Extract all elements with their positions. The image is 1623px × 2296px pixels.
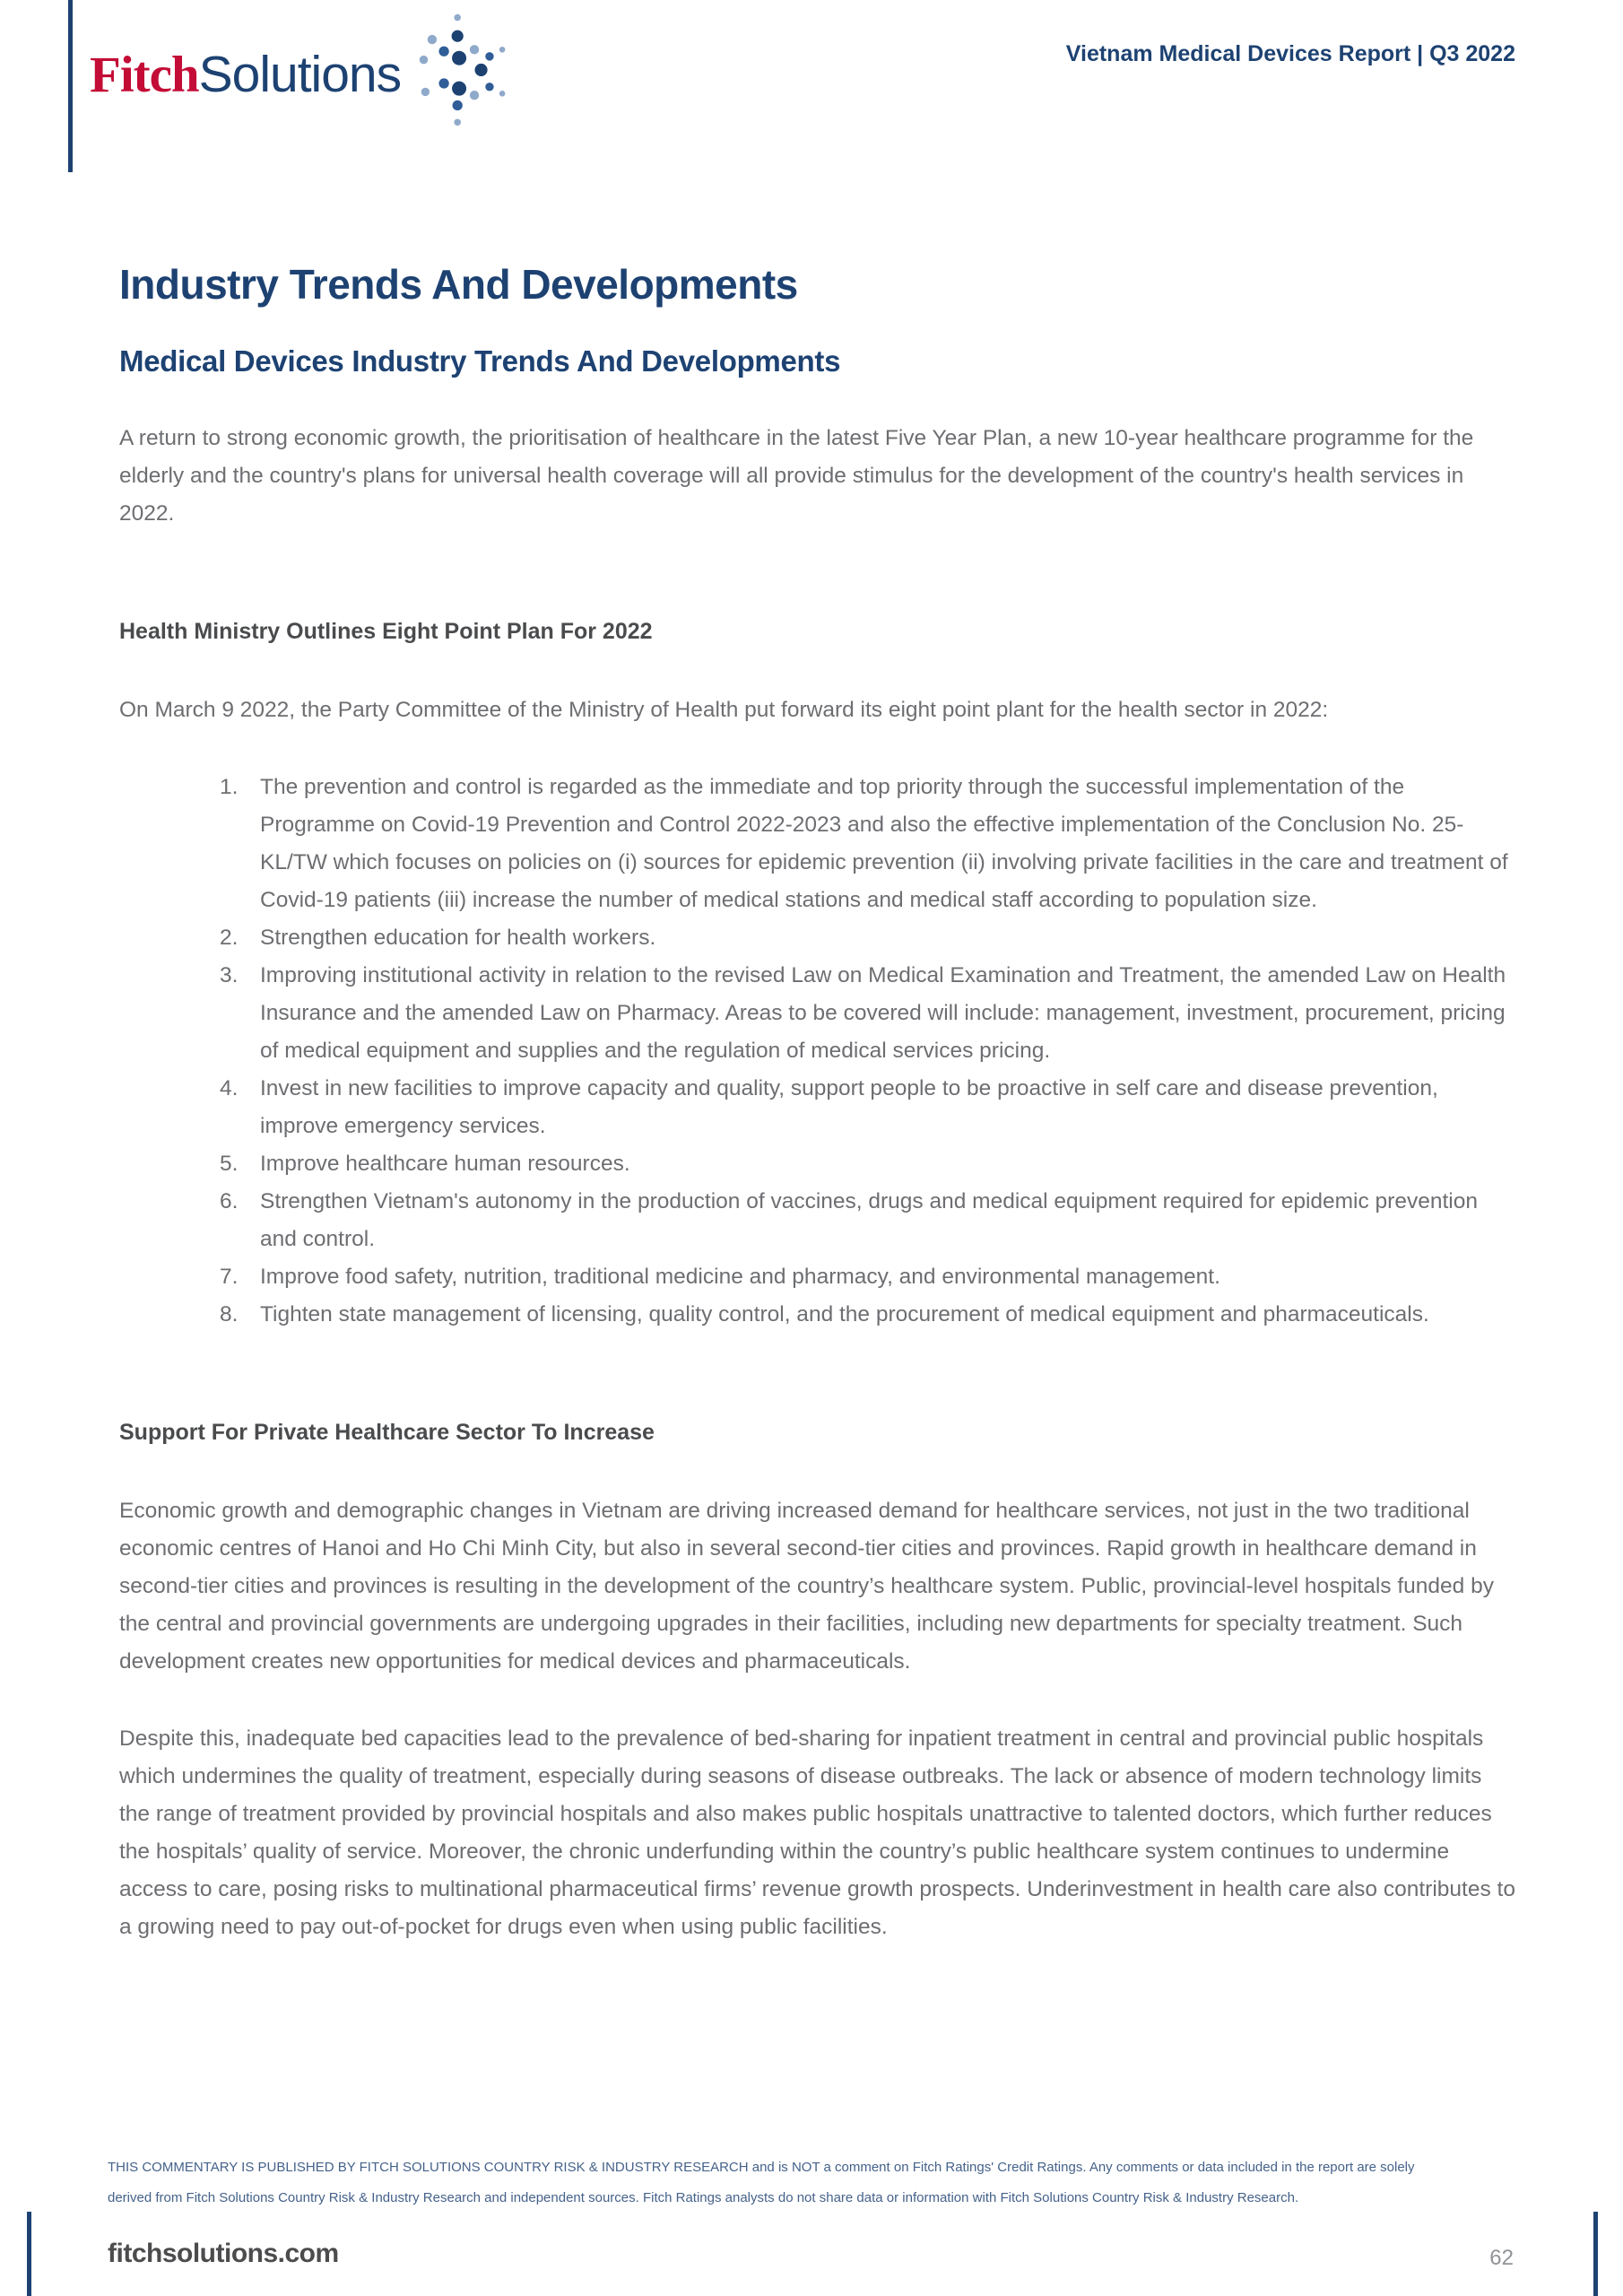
private-healthcare-paragraph-2: Despite this, inadequate bed capacities lead to the prevalence of bed-sharing for inpatient treatment in central and provincial public hospitals which undermines the quality of treatment, especially during seasons of disease outbreaks. The lack or absence of modern technology limits the range of treatment provided by provincial hospitals and also makes public hospitals unattractive to talented doctors, which further reduces the hospitals’ quality of service. Moreover, the chronic underfunding within the country’s public healthcare system continues to undermine access to care, posing risks to multinational pharmaceutical firms’ revenue growth prospects. Underinvestment in health care also contributes to a growing need to pay out-of-pocket for drugs even when using public facilities.: [119, 1726, 1515, 1939]
starburst-dots-icon: [413, 11, 507, 132]
page-subtitle: Medical Devices Industry Trends And Developments: [119, 344, 841, 378]
list-item: Improve food safety, nutrition, traditional medicine and pharmacy, and environmental management.: [260, 1265, 1220, 1289]
footer-accent-bar-right: [1593, 2212, 1598, 2296]
report-title: Vietnam Medical Devices Report | Q3 2022: [1065, 41, 1515, 66]
logo-solutions-text: Solutions: [198, 45, 402, 103]
page-title: Industry Trends And Developments: [119, 261, 798, 308]
list-item: The prevention and control is regarded as the immediate and top priority through the successful implementation of the Programme on Covid-19 Prevention and Control 2022-2023 and also the effective implementation of the Conclusion No. 25-KL/TW which focuses on policies on (i) sources for epidemic prevention (ii) involving private facilities in the care and treatment of Covid-19 patients (iii) increase the number of medical stations and medical staff according to population size.: [260, 775, 1508, 912]
footer-disclaimer-line-2: derived from Fitch Solutions Country Risk & Industry Research and independent sources. Fitch Ratings analysts do not share data or information with Fitch Solutions Country Risk & Industry Research.: [108, 2190, 1299, 2205]
footer-disclaimer: [108, 2152, 1517, 2213]
logo-fitch-text: Fitch: [90, 46, 199, 103]
article-content: [119, 260, 1515, 1946]
section-heading-eight-point-plan: Health Ministry Outlines Eight Point Plan For 2022: [119, 619, 653, 644]
intro-paragraph: A return to strong economic growth, the prioritisation of healthcare in the latest Five Year Plan, a new 10-year healthcare programme for the elderly and the country's plans for universal health coverage will all provide stimulus for the development of the country's health services in 2022.: [119, 426, 1474, 526]
list-item: Invest in new facilities to improve capacity and quality, support people to be proactive in self care and disease prevention, improve emergency services.: [260, 1076, 1438, 1138]
footer-disclaimer-line-1: THIS COMMENTARY IS PUBLISHED BY FITCH SOLUTIONS COUNTRY RISK & INDUSTRY RESEARCH and is NOT a comment on Fitch Ratings' Credit Ratings. Any comments or data included in the report are solely: [108, 2160, 1415, 2175]
page-number: 62: [1489, 2246, 1514, 2270]
section-heading-private-healthcare: Support For Private Healthcare Sector To Increase: [119, 1420, 655, 1445]
footer-website-link[interactable]: fitchsolutions.com: [108, 2239, 339, 2268]
list-item: Strengthen education for health workers.: [260, 926, 656, 950]
list-item: Improve healthcare human resources.: [260, 1152, 630, 1176]
eight-point-plan-list: [119, 769, 1515, 1334]
list-item: Improving institutional activity in relation to the revised Law on Medical Examination and Treatment, the amended Law on Health Insurance and the amended Law on Pharmacy. Areas to be covered will include: management, investment, procurement, pricing of medical equipment and supplies and the regulation of medical services pricing.: [260, 963, 1506, 1063]
eight-point-plan-lead: On March 9 2022, the Party Committee of the Ministry of Health put forward its eight point plant for the health sector in 2022:: [119, 698, 1329, 722]
header-accent-bar: [68, 0, 73, 172]
footer-accent-bar-left: [27, 2212, 31, 2296]
logo-wordmark: [90, 45, 401, 104]
fitch-solutions-logo: [90, 16, 507, 132]
list-item: Strengthen Vietnam's autonomy in the production of vaccines, drugs and medical equipment required for epidemic prevention and control.: [260, 1189, 1478, 1251]
list-item: Tighten state management of licensing, quality control, and the procurement of medical equipment and pharmaceuticals.: [260, 1302, 1429, 1326]
private-healthcare-paragraph-1: Economic growth and demographic changes in Vietnam are driving increased demand for healthcare services, not just in the two traditional economic centres of Hanoi and Ho Chi Minh City, but also in several second-tier cities and provinces. Rapid growth in healthcare demand in second-tier cities and provinces is resulting in the development of the country’s healthcare system. Public, provincial-level hospitals funded by the central and provincial governments are undergoing upgrades in their facilities, including new departments for specialty treatment. Such development creates new opportunities for medical devices and pharmaceuticals.: [119, 1499, 1494, 1674]
